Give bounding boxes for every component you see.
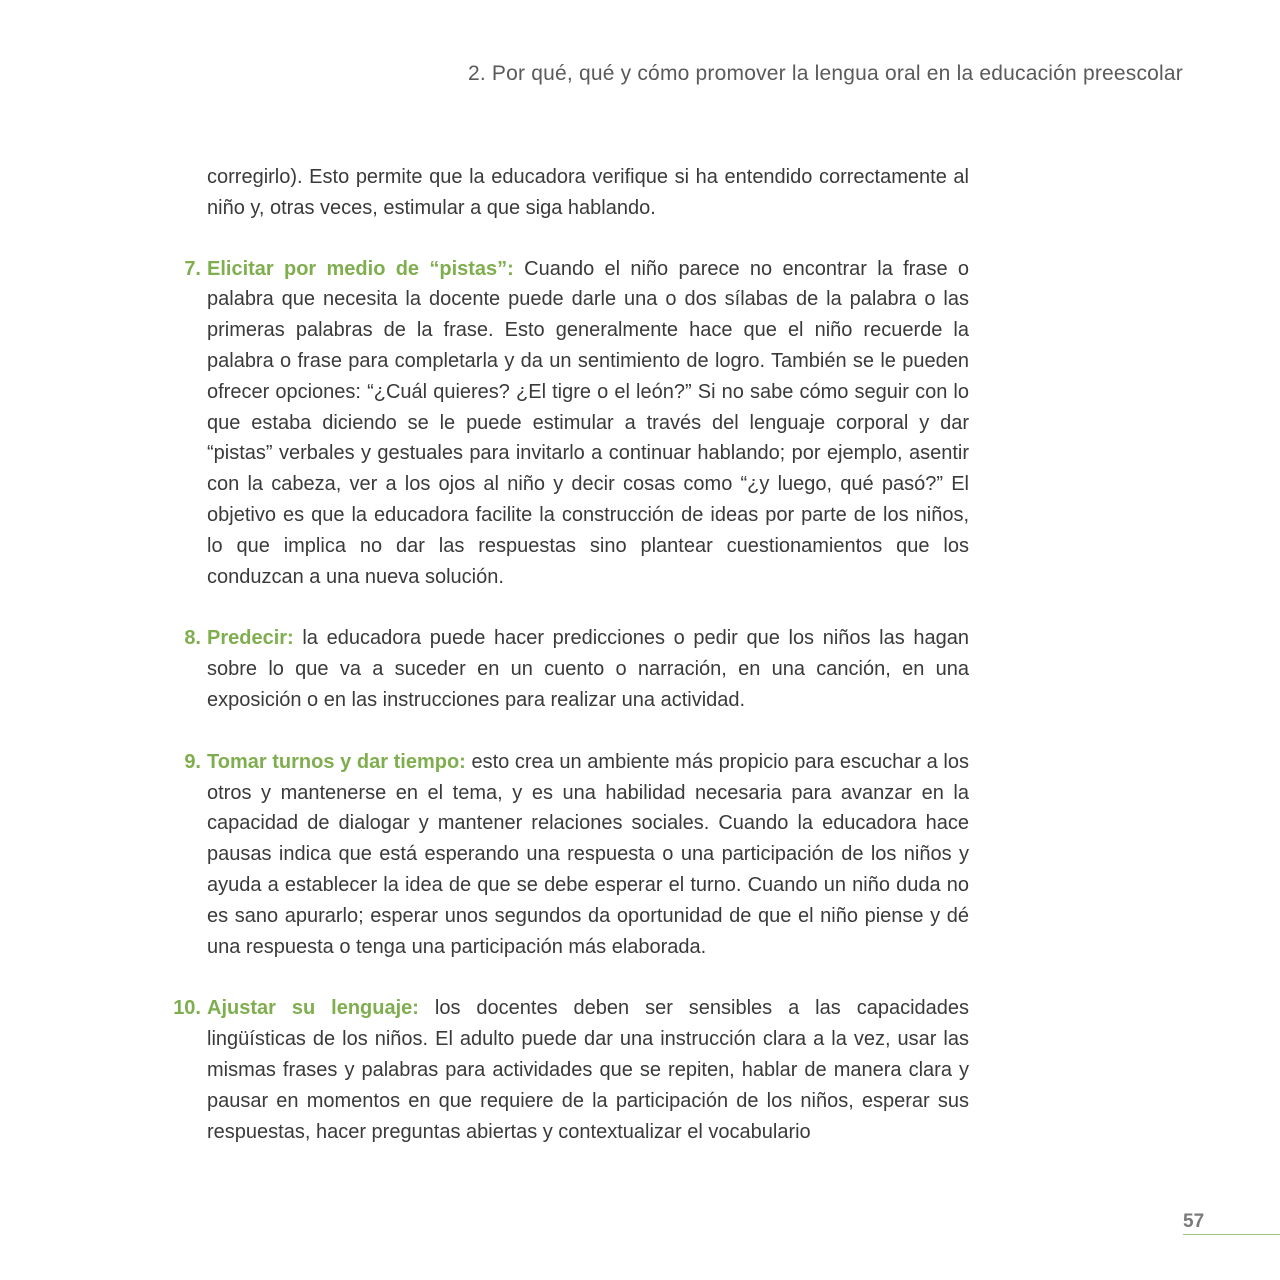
list-term: Elicitar por medio de “pistas”: bbox=[207, 257, 514, 280]
running-header: 2. Por qué, qué y cómo promover la lengua oral en la educación preescolar bbox=[467, 62, 1183, 85]
list-term: Tomar turnos y dar tiempo: bbox=[207, 750, 466, 773]
list-text: esto crea un ambiente más propicio para escuchar a los otros y mantenerse en el tema, y es una habilidad necesaria para avanzar en la capacidad de dialogar y mantener relaciones sociales. Cuando la educadora hace pausas indica que está esperando una respuesta o una participación de los niños y ayuda a establecer la idea de que se debe esperar el turno. Cuando un niño duda no es sano apurarlo; esperar unos segundos da oportunidad de que el niño piense y dé una respuesta o tenga una participación más elaborada. bbox=[207, 750, 969, 958]
list-item-7 bbox=[184, 254, 970, 593]
page-body bbox=[173, 162, 970, 1178]
list-item-8 bbox=[184, 623, 969, 715]
list-item-9 bbox=[184, 747, 969, 963]
list-number: 8. bbox=[184, 627, 201, 650]
list-number: 7. bbox=[184, 257, 201, 280]
list-text: Cuando el niño parece no encontrar la frase o palabra que necesita la docente puede darle una o dos sílabas de la palabra o las primeras palabras de la frase. Esto generalmente hace que el niño recuerde la palabra o frase para completarla y da un sentimiento de logro. También se le pueden ofrecer opciones: “¿Cuál quieres? ¿El tigre o el león?” Si no sabe cómo seguir con lo que estaba diciendo se le puede estimular a través del lenguaje corporal y dar “pistas” verbales y gestuales para invitarlo a continuar hablando; por ejemplo, asentir con la cabeza, ver a los ojos al niño y decir cosas como “¿y luego, qué pasó?” El objetivo es que la educadora facilite la construcción de ideas por parte de los niños, lo que implica no dar las respuestas sino plantear cuestionamientos que los conduzcan a una nueva solución. bbox=[207, 257, 970, 588]
list-number: 10. bbox=[173, 997, 201, 1020]
list-term: Predecir: bbox=[207, 627, 294, 650]
list-text: la educadora puede hacer predicciones o pedir que los niños las hagan sobre lo que va a suceder en un cuento o narración, en una canción, en una exposición o en las instrucciones para realizar una actividad. bbox=[207, 627, 969, 711]
continuation-paragraph: corregirlo). Esto permite que la educadora verifique si ha entendido correctamente al niño y, otras veces, estimular a que siga hablando. bbox=[207, 166, 969, 219]
footer-rule bbox=[1183, 1234, 1280, 1235]
list-number: 9. bbox=[184, 750, 201, 773]
list-term: Ajustar su lenguaje: bbox=[207, 997, 419, 1020]
page-number: 57 bbox=[1183, 1211, 1205, 1232]
list-item-10 bbox=[173, 993, 970, 1147]
list-text: los docentes deben ser sensibles a las capacidades lingüísticas de los niños. El adulto puede dar una instrucción clara a la vez, usar las mismas frases y palabras para actividades que se repiten, hablar de manera clara y pausar en momentos en que requiere de la participación de los niños, esperar sus respuestas, hacer preguntas abiertas y contextualizar el vocabulario bbox=[207, 997, 970, 1143]
